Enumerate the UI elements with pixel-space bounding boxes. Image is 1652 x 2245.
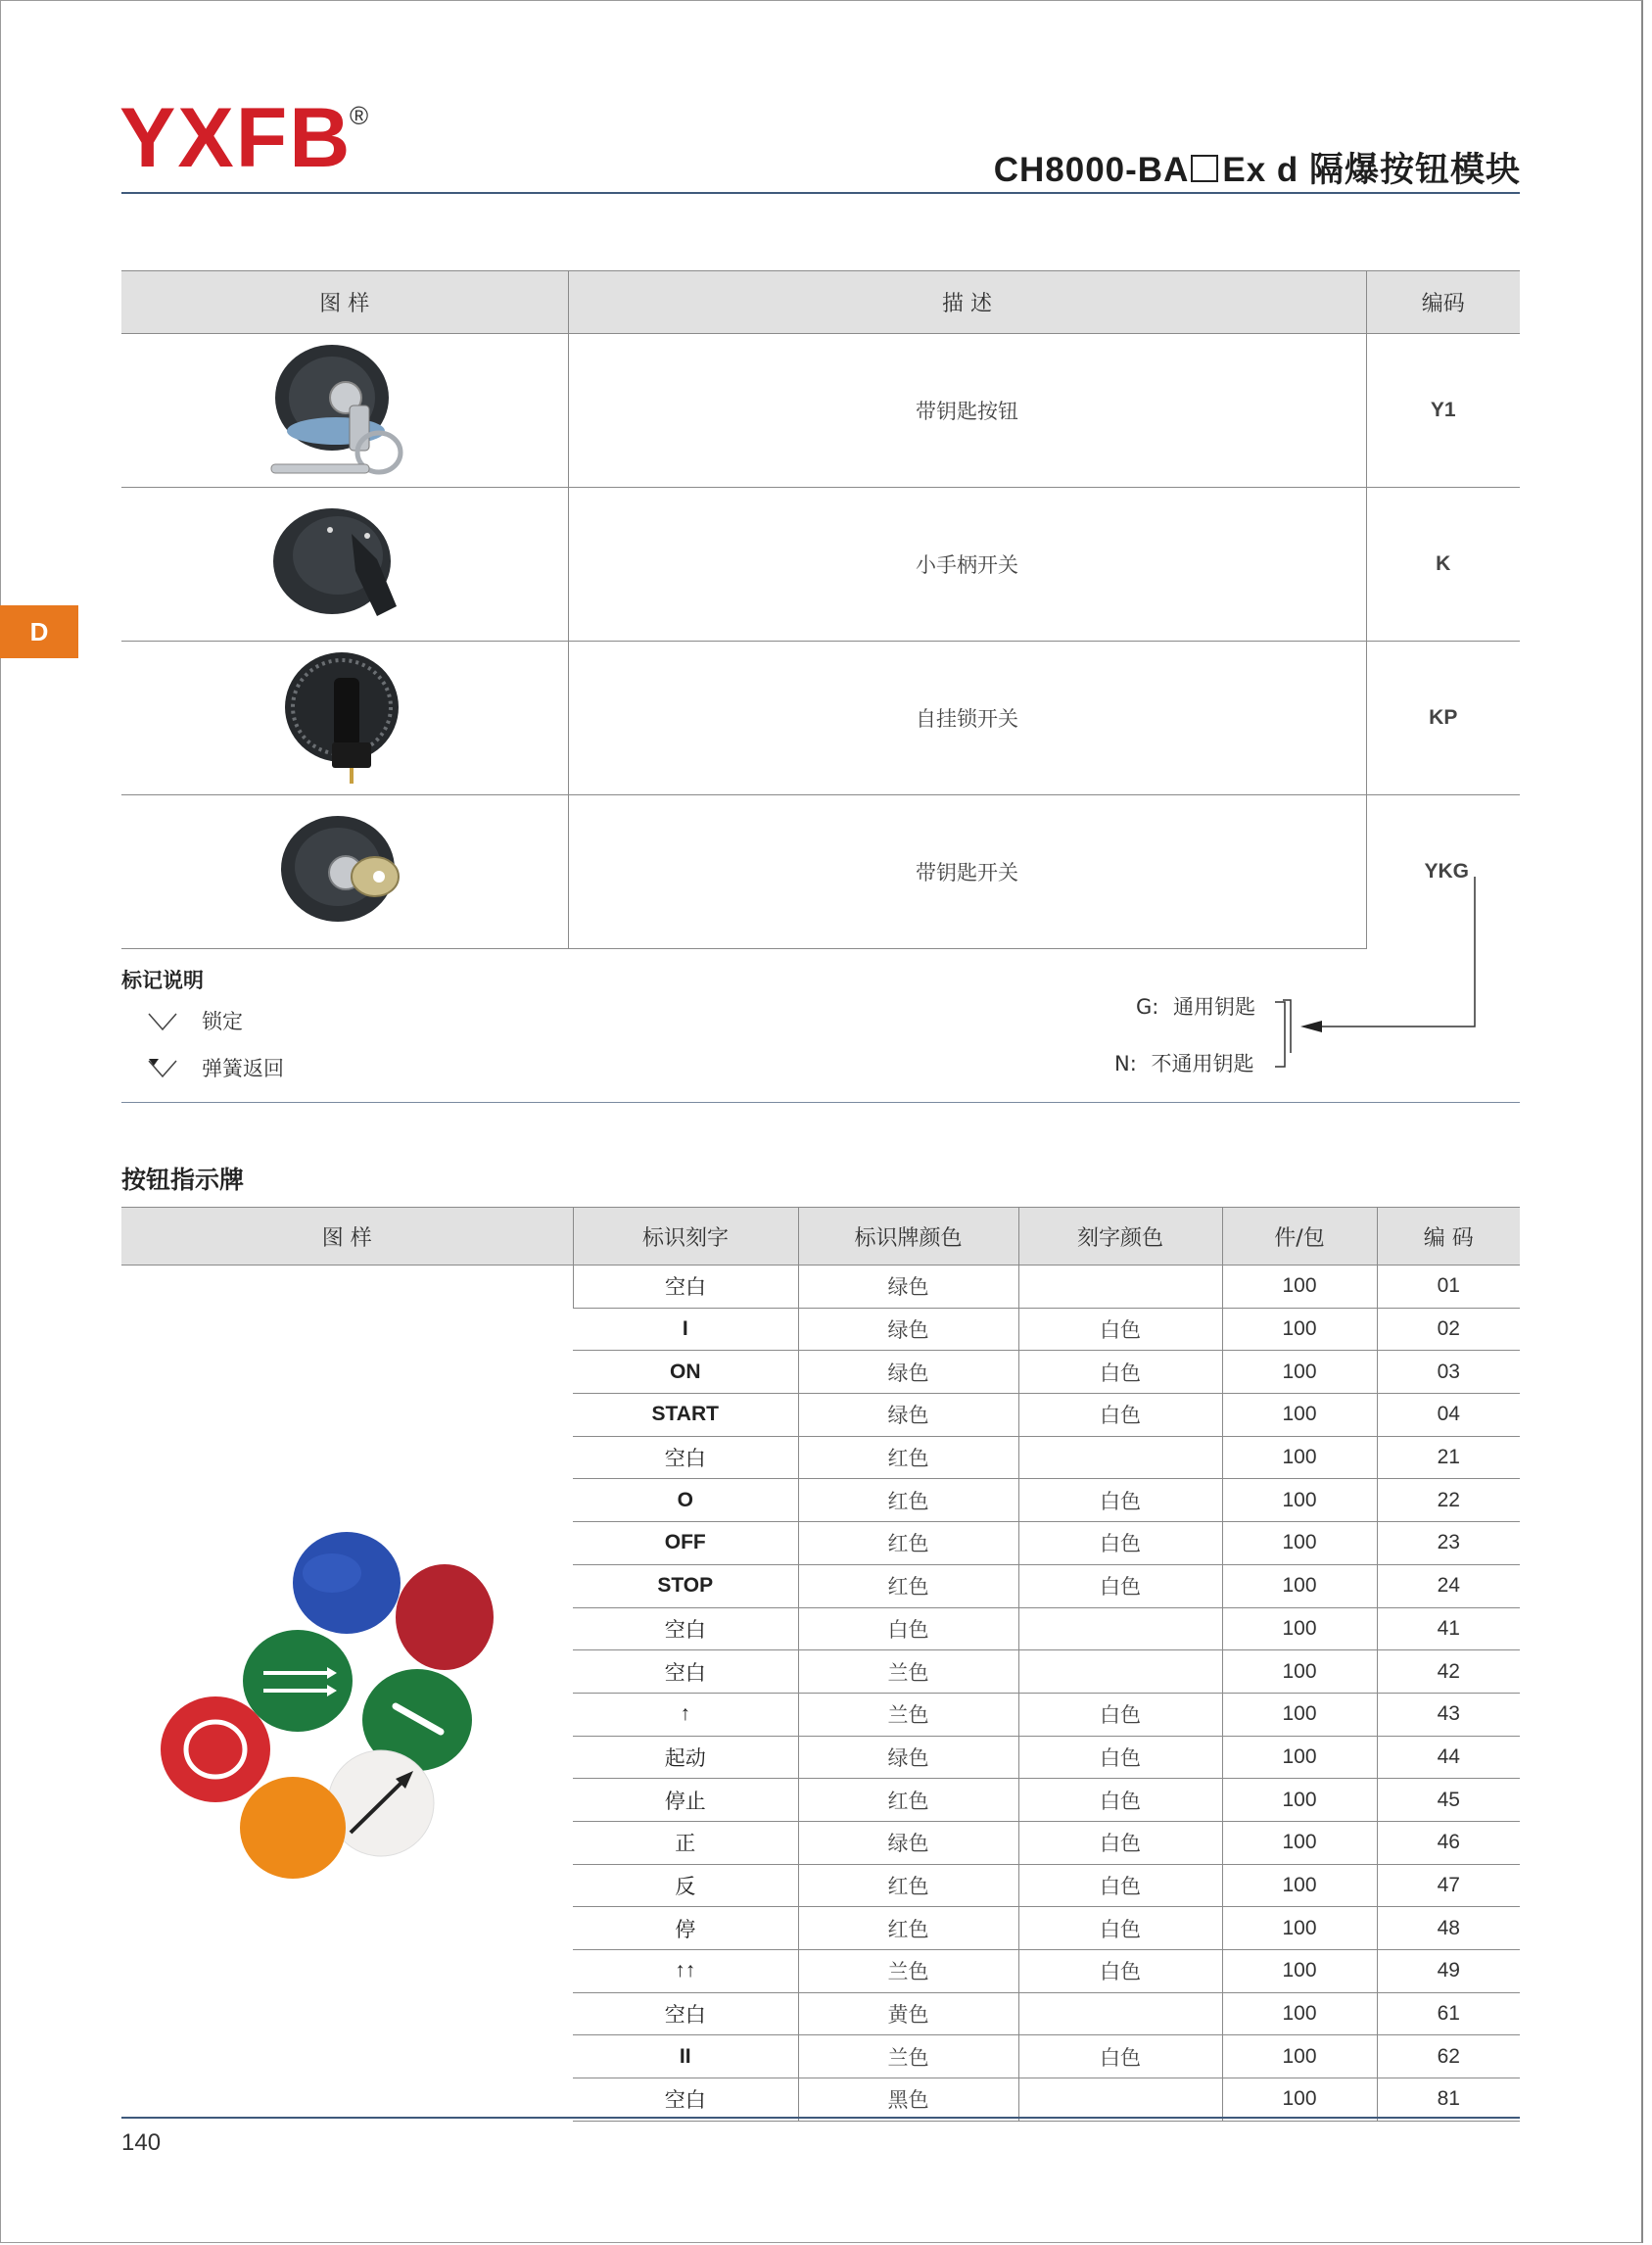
qty-cell: 100 [1222, 1907, 1377, 1950]
text-color-cell: 白色 [1018, 1779, 1222, 1822]
header-text-color: 刻字颜色 [1018, 1208, 1222, 1266]
plate-color-cell: 黄色 [798, 1992, 1018, 2035]
code-cell: 42 [1377, 1650, 1520, 1694]
code-cell: 22 [1377, 1479, 1520, 1522]
mark-cell: II [573, 2035, 798, 2078]
legend-label: 锁定 [202, 1010, 243, 1033]
qty-cell: 100 [1222, 1522, 1377, 1565]
qty-cell: 100 [1222, 1950, 1377, 1993]
plate-color-cell: 兰色 [798, 1693, 1018, 1736]
qty-cell: 100 [1222, 1864, 1377, 1907]
plate-color-cell: 绿色 [798, 1821, 1018, 1864]
text-color-cell [1018, 1607, 1222, 1650]
qty-cell: 100 [1222, 1607, 1377, 1650]
qty-cell: 100 [1222, 1821, 1377, 1864]
plate-color-cell: 红色 [798, 1522, 1018, 1565]
header-plate-color: 标识牌颜色 [798, 1208, 1018, 1266]
header-description: 描 述 [568, 271, 1366, 334]
plate-color-cell: 白色 [798, 1607, 1018, 1650]
qty-cell: 100 [1222, 1479, 1377, 1522]
legend-title: 标记说明 [121, 969, 204, 992]
header-rule [121, 192, 1520, 194]
header-figure: 图 样 [121, 1208, 573, 1266]
mark-cell: 空白 [573, 1992, 798, 2035]
qty-cell: 100 [1222, 1436, 1377, 1479]
code-cell: 21 [1377, 1436, 1520, 1479]
text-color-cell [1018, 1266, 1222, 1309]
code-cell: 02 [1377, 1308, 1520, 1351]
plate-color-cell: 绿色 [798, 1351, 1018, 1394]
qty-cell: 100 [1222, 2078, 1377, 2122]
spring-return-icon [145, 1055, 180, 1080]
text-color-cell: 白色 [1018, 1693, 1222, 1736]
mark-cell: ON [573, 1351, 798, 1394]
legend-label: 弹簧返回 [202, 1057, 284, 1080]
text-color-cell: 白色 [1018, 1522, 1222, 1565]
code-cell: KP [1366, 642, 1520, 795]
mark-cell: 空白 [573, 1436, 798, 1479]
code-cell: 43 [1377, 1693, 1520, 1736]
mark-cell: 空白 [573, 1607, 798, 1650]
qty-cell: 100 [1222, 1564, 1377, 1607]
key-option-bracket [1273, 1000, 1302, 1069]
text-color-cell: 白色 [1018, 1351, 1222, 1394]
qty-cell: 100 [1222, 2035, 1377, 2078]
text-color-cell: 白色 [1018, 1479, 1222, 1522]
qty-cell: 100 [1222, 1308, 1377, 1351]
mark-cell: OFF [573, 1522, 798, 1565]
key-option-label: 不通用钥匙 [1151, 1052, 1254, 1075]
handle-switch-image [121, 488, 568, 642]
mark-cell: 空白 [573, 2078, 798, 2122]
code-cell: 03 [1377, 1351, 1520, 1394]
code-cell: 48 [1377, 1907, 1520, 1950]
key-button-image [121, 334, 568, 488]
plate-color-cell: 绿色 [798, 1266, 1018, 1309]
code-cell: 23 [1377, 1522, 1520, 1565]
code-cell: 46 [1377, 1821, 1520, 1864]
text-color-cell: 白色 [1018, 1864, 1222, 1907]
registered-mark: ® [350, 101, 369, 130]
table-row [121, 488, 1520, 642]
key-option-unique [1114, 1048, 1253, 1077]
text-color-cell [1018, 2078, 1222, 2122]
qty-cell: 100 [1222, 1266, 1377, 1309]
description-cell: 小手柄开关 [568, 488, 1366, 642]
mark-cell: 空白 [573, 1650, 798, 1694]
code-cell: 04 [1377, 1394, 1520, 1437]
mark-cell: 反 [573, 1864, 798, 1907]
text-color-cell: 白色 [1018, 1394, 1222, 1437]
mark-cell: STOP [573, 1564, 798, 1607]
qty-cell: 100 [1222, 1351, 1377, 1394]
text-color-cell [1018, 1436, 1222, 1479]
header-code: 编 码 [1377, 1208, 1520, 1266]
description-cell: 带钥匙按钮 [568, 334, 1366, 488]
indicator-plate-table [121, 1207, 1520, 2122]
code-cell: 47 [1377, 1864, 1520, 1907]
qty-cell: 100 [1222, 1693, 1377, 1736]
brand-logo: YXFB [119, 91, 353, 185]
title-prefix: CH8000-BA [993, 151, 1190, 189]
code-cell: 45 [1377, 1779, 1520, 1822]
text-color-cell: 白色 [1018, 1308, 1222, 1351]
code-cell: 41 [1377, 1607, 1520, 1650]
code-cell: 61 [1377, 1992, 1520, 2035]
header-figure: 图 样 [121, 271, 568, 334]
text-color-cell: 白色 [1018, 1821, 1222, 1864]
code-cell: 62 [1377, 2035, 1520, 2078]
indicator-plates-image [121, 1266, 573, 2122]
key-option-code: G: [1136, 995, 1159, 1019]
code-cell: 24 [1377, 1564, 1520, 1607]
plate-color-cell: 绿色 [798, 1308, 1018, 1351]
table-row [121, 334, 1520, 488]
section-title: 按钮指示牌 [121, 1166, 245, 1194]
header-qty: 件/包 [1222, 1208, 1377, 1266]
text-color-cell [1018, 1992, 1222, 2035]
padlock-switch-image [121, 642, 568, 795]
mark-cell: ↑↑ [573, 1950, 798, 1993]
description-cell: 自挂锁开关 [568, 642, 1366, 795]
code-cell: 49 [1377, 1950, 1520, 1993]
plate-color-cell: 兰色 [798, 2035, 1018, 2078]
header-code: 编码 [1366, 271, 1520, 334]
text-color-cell [1018, 1650, 1222, 1694]
plate-color-cell: 红色 [798, 1436, 1018, 1479]
qty-cell: 100 [1222, 1394, 1377, 1437]
placeholder-box-icon [1191, 155, 1218, 182]
qty-cell: 100 [1222, 1992, 1377, 2035]
module-table [121, 270, 1520, 949]
page-title [994, 143, 1521, 192]
code-cell: 01 [1377, 1266, 1520, 1309]
qty-cell: 100 [1222, 1650, 1377, 1694]
qty-cell: 100 [1222, 1779, 1377, 1822]
plate-color-cell: 红色 [798, 1864, 1018, 1907]
key-option-label: 通用钥匙 [1173, 995, 1256, 1019]
text-color-cell: 白色 [1018, 1907, 1222, 1950]
text-color-cell: 白色 [1018, 1736, 1222, 1779]
code-cell: 44 [1377, 1736, 1520, 1779]
plate-color-cell: 绿色 [798, 1736, 1018, 1779]
code-cell: Y1 [1366, 334, 1520, 488]
key-option-general [1136, 991, 1255, 1021]
plate-color-cell: 兰色 [798, 1650, 1018, 1694]
mark-cell: ↑ [573, 1693, 798, 1736]
section-divider [121, 1102, 1520, 1103]
mark-cell: START [573, 1394, 798, 1437]
mark-cell: 停止 [573, 1779, 798, 1822]
plate-color-cell: 兰色 [798, 1950, 1018, 1993]
plate-color-cell: 绿色 [798, 1394, 1018, 1437]
footer-rule [121, 2117, 1520, 2119]
text-color-cell: 白色 [1018, 1950, 1222, 1993]
code-cell: YKG [1366, 795, 1520, 949]
mark-cell: 停 [573, 1907, 798, 1950]
key-switch-image [121, 795, 568, 949]
text-color-cell: 白色 [1018, 2035, 1222, 2078]
plate-color-cell: 红色 [798, 1564, 1018, 1607]
legend-item [145, 1053, 284, 1082]
mark-cell: 正 [573, 1821, 798, 1864]
key-option-code: N: [1114, 1052, 1137, 1075]
mark-cell: 起动 [573, 1736, 798, 1779]
plate-color-cell: 红色 [798, 1779, 1018, 1822]
mark-cell: O [573, 1479, 798, 1522]
indicator-plates-illustration [161, 1495, 533, 1887]
page-number: 140 [121, 2129, 162, 2156]
code-cell: K [1366, 488, 1520, 642]
header-mark: 标识刻字 [573, 1208, 798, 1266]
table-row [121, 1266, 1520, 1309]
section-tab: D [0, 605, 78, 658]
description-cell: 带钥匙开关 [568, 795, 1366, 949]
text-color-cell: 白色 [1018, 1564, 1222, 1607]
mark-cell: I [573, 1308, 798, 1351]
mark-cell: 空白 [573, 1266, 798, 1309]
code-cell: 81 [1377, 2078, 1520, 2122]
lock-mark-icon [145, 1008, 180, 1033]
plate-color-cell: 黑色 [798, 2078, 1018, 2122]
qty-cell: 100 [1222, 1736, 1377, 1779]
plate-color-cell: 红色 [798, 1479, 1018, 1522]
legend-item [145, 1006, 243, 1035]
plate-color-cell: 红色 [798, 1907, 1018, 1950]
title-suffix: Ex d 隔爆按钮模块 [1222, 151, 1521, 189]
table-row [121, 642, 1520, 795]
